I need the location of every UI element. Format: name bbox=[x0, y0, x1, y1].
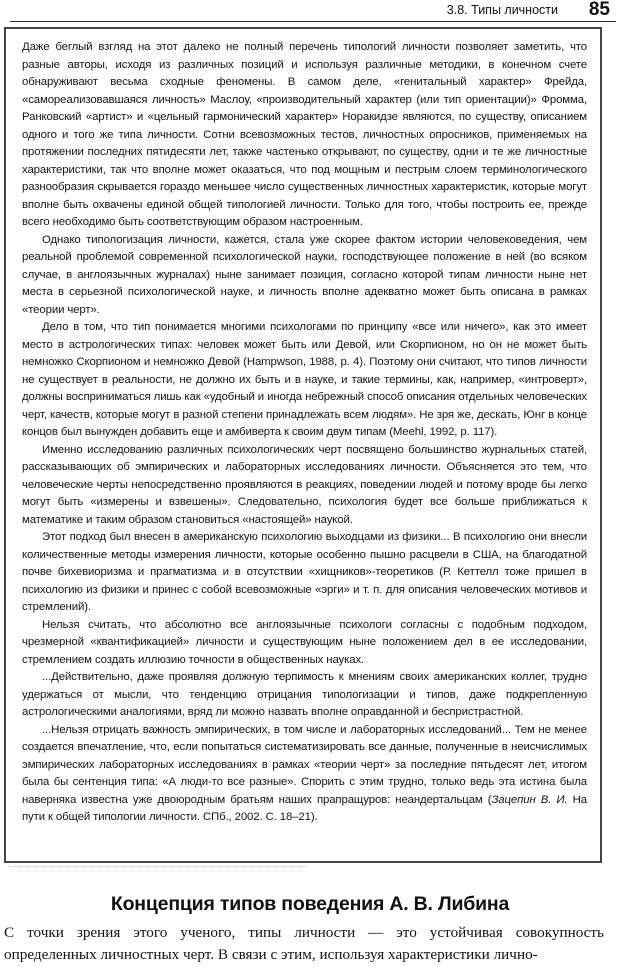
box-paragraph-3: Дело в том, что тип понимается многими психологами по принципу «все или ничего», как это имеет место в астрологических типах: человек может быть или Девой, или Скорпионом, но он не может быть немножко Скорпионом и немножко Девой (Hampwson, 1988, р. 4). Поэтому они считают, что типов личности не существует в реальности, не должно их быть и в науке, и такие термины, как, например, «интроверт», должны восприниматься лишь как «удобный и иногда небрежный способ описания отдельных человеческих черт, качеств, которые могут в разной степени принадлежать всем людям». Не зря же, дескать, Юнг в конце концов был вынужден добавить еще и амбиверта к своим двум типам (Meehl, 1992, р. 117). bbox=[22, 321, 587, 438]
box-paragraph-1: Даже беглый взгляд на этот далеко не полный перечень типологий личности позволяет заметить, что разные авторы, исходя из различных позиций и используя различные методики, в конечном счете обнаруживают весьма сходные феномены. В самом деле, «генитальный характер» Фрейда, «самореализовавшаяся личность» Маслоу, «производительный характер (или тип ориентации)» Фромма, Ранковский «артист» и «цельный гармонический характер» Норакидзе являются, по существу, описанием одного и того же типа личности. Сотни всевозможных тестов, личностных опросников, применяемых на протяжении последних пятидесяти лет, также частенько открывают, по существу, одни и те же личностные характеристики, так что вполне может оказаться, что под мощным и пестрым слоем терминологического разнообразия скрывается гораздо меньшее число существенных личностных характеристик, которые могут вполне быть охвачены единой общей типологией личности. Только для того, чтобы построить ее, прежде всего необходимо быть соответствующим образом настроенным. bbox=[22, 41, 587, 228]
box-paragraph-2: Однако типологизация личности, кажется, стала уже скорее фактом истории человековедения, чем реальной проблемой современной психологической науки, господствующее положение в ней (во всяком случае, в англоязычных журналах) ныне занимает позиция, согласно которой типам личности ныне нет места в серьезной психологической науке, и личность вполне адекватно может быть описана в рамках «теории черт». bbox=[22, 233, 587, 316]
box-paragraph-5: Этот подход был внесен в американскую психологию выходцами из физики... В психологию они внесли количественные методы измерения личности, которые особенно пышно расцвели в США, на благодатной почве бихевиоризма и прагматизма и в отсутствии «хищников»-теоретиков (Р. Кеттелл тоже пришел в психологию из физики и принес с собой всевозможные «эрги» и т. п. для описания человеческих мотивов и стремлений). bbox=[22, 531, 587, 613]
body-text bbox=[4, 922, 604, 966]
page-header bbox=[0, 0, 620, 22]
box-paragraph-8 bbox=[22, 722, 587, 827]
quote-box bbox=[4, 27, 602, 863]
body-paragraph: С точки зрения этого ученого, типы личности — это устойчивая совокупность определенных личностных черт. В связи с этим, используя характеристики лично- bbox=[4, 924, 604, 963]
running-header-section: 3.8. Типы личности bbox=[446, 3, 558, 17]
box-paragraph-4: Именно исследованию различных психологических черт посвящено большинство журнальных статей, рассказывающих об эмпирических и лабораторных исследованиях личности. Объясняется это тем, что человеческие черты непосредственно проявляются в реакциях, поведении людей и потому вроде бы легко могут быть «измерены и взвешены». Следовательно, психология будет все больше приближаться к математике и таким образом становиться «настоящей» наукой. bbox=[22, 443, 587, 526]
box-paragraph-7: ...Действительно, даже проявляя должную терпимость к мнениям своих американских коллег, трудно удержаться от мысли, что тенденцию отрицания типологизации и типов, даже подкрепленную астрологическими аналогиями, вряд ли можно назвать вполне оправданной и беспристрастной. bbox=[22, 671, 587, 718]
section-title: Концепция типов поведения А. В. Либина bbox=[110, 893, 510, 915]
citation-author: Зацепин В. И. bbox=[491, 793, 568, 806]
header-rule bbox=[10, 21, 616, 22]
box-paragraph-6: Нельзя считать, что абсолютно все англоязычные психологи согласны с подобным подходом, чрезмерной «квантификацией» личности и существующим ныне положением дел в ее исследовании, стремлением создать иллюзию точности в общественных науках. bbox=[22, 618, 587, 666]
page-number: 85 bbox=[588, 0, 610, 20]
scan-artifact bbox=[8, 866, 308, 873]
citation-source: На пути к общей типологии личности. СПб., 2002. С. 18–21). bbox=[22, 793, 587, 823]
box-paragraph-8-text: ...Нельзя отрицать важность эмпирических, в том числе и лабораторных исследований... Тем не менее создается впечатление, что, если попытаться систематизировать все данные, полученные в неисчислимых эмпирических лабораторных исследованиях в рамках «теории черт» за последние пятьдесят лет, итогом была бы сентенция типа: «А люди-то все разные». Спорить с этим трудно, только ведь эта истина была наверняка известна уже двоюродным братьям наших прапращуров: неандертальцам ( bbox=[22, 723, 587, 806]
